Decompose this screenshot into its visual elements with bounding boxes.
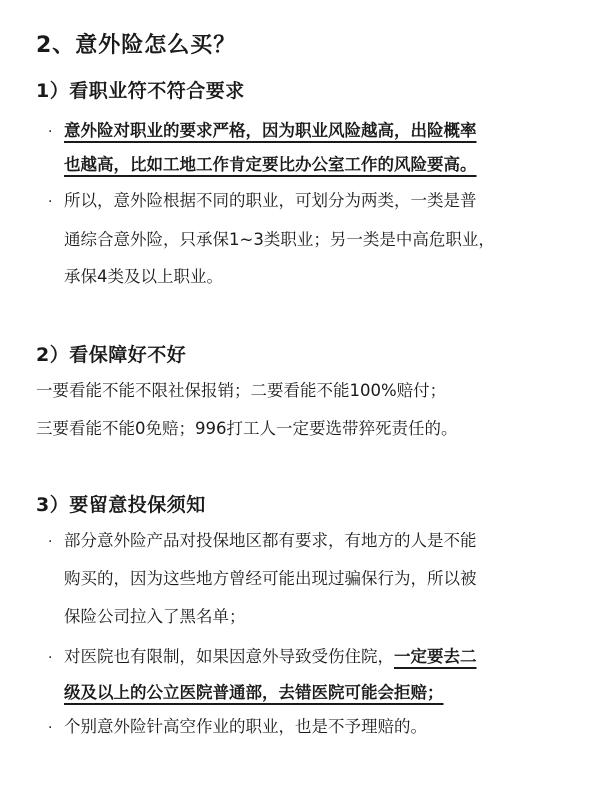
- section3-bullet2-line1-plain: 对医院也有限制，如果因意外导致受伤住院，: [64, 647, 394, 666]
- section3-heading: 3）要留意投保须知: [36, 494, 206, 516]
- section3-bullet2-line2: 级及以上的公立医院普通部，去错医院可能会拒赔；: [64, 683, 444, 702]
- section1-bullet2-line1: 所以，意外险根据不同的职业，可划分为两类，一类是普: [64, 191, 477, 210]
- section3-bullet1-line1: 部分意外险产品对投保地区都有要求，有地方的人是不能: [64, 531, 477, 550]
- section1-bullet2-line3: 承保4类及以上职业。: [64, 267, 223, 286]
- bullet-dot: ·: [48, 124, 53, 140]
- section3-bullet3-line1: 个别意外险针高空作业的职业，也是不予理赔的。: [64, 717, 427, 736]
- bullet-dot: ·: [48, 720, 53, 736]
- bullet-dot: ·: [48, 534, 53, 550]
- bullet-dot: ·: [48, 650, 53, 666]
- section1-bullet1-line2: 也越高，比如工地工作肯定要比办公室工作的风险要高。: [64, 155, 477, 174]
- section3-bullet1-line2: 购买的，因为这些地方曾经可能出现过骗保行为，所以被: [64, 569, 477, 588]
- section3-bullet2-line1-bold: 一定要去二: [394, 647, 477, 666]
- section3-bullet2-line1: [64, 646, 477, 668]
- section2-heading: 2）看保障好不好: [36, 344, 187, 366]
- section2-line1: 一要看能不能不限社保报销；二要看能不能100%赔付；: [36, 381, 447, 400]
- bullet-dot: ·: [48, 194, 53, 210]
- section3-bullet1-line3: 保险公司拉入了黑名单；: [64, 607, 246, 626]
- section1-bullet2-line2: 通综合意外险，只承保1~3类职业；另一类是中高危职业，: [64, 230, 495, 249]
- section1-bullet1-line1: 意外险对职业的要求严格，因为职业风险越高，出险概率: [64, 121, 477, 140]
- section1-heading: 1）看职业符不符合要求: [36, 80, 245, 102]
- section2-line2: 三要看能不能0免赔；996打工人一定要选带猝死责任的。: [36, 419, 458, 438]
- page-title: 2、意外险怎么买？: [36, 33, 237, 58]
